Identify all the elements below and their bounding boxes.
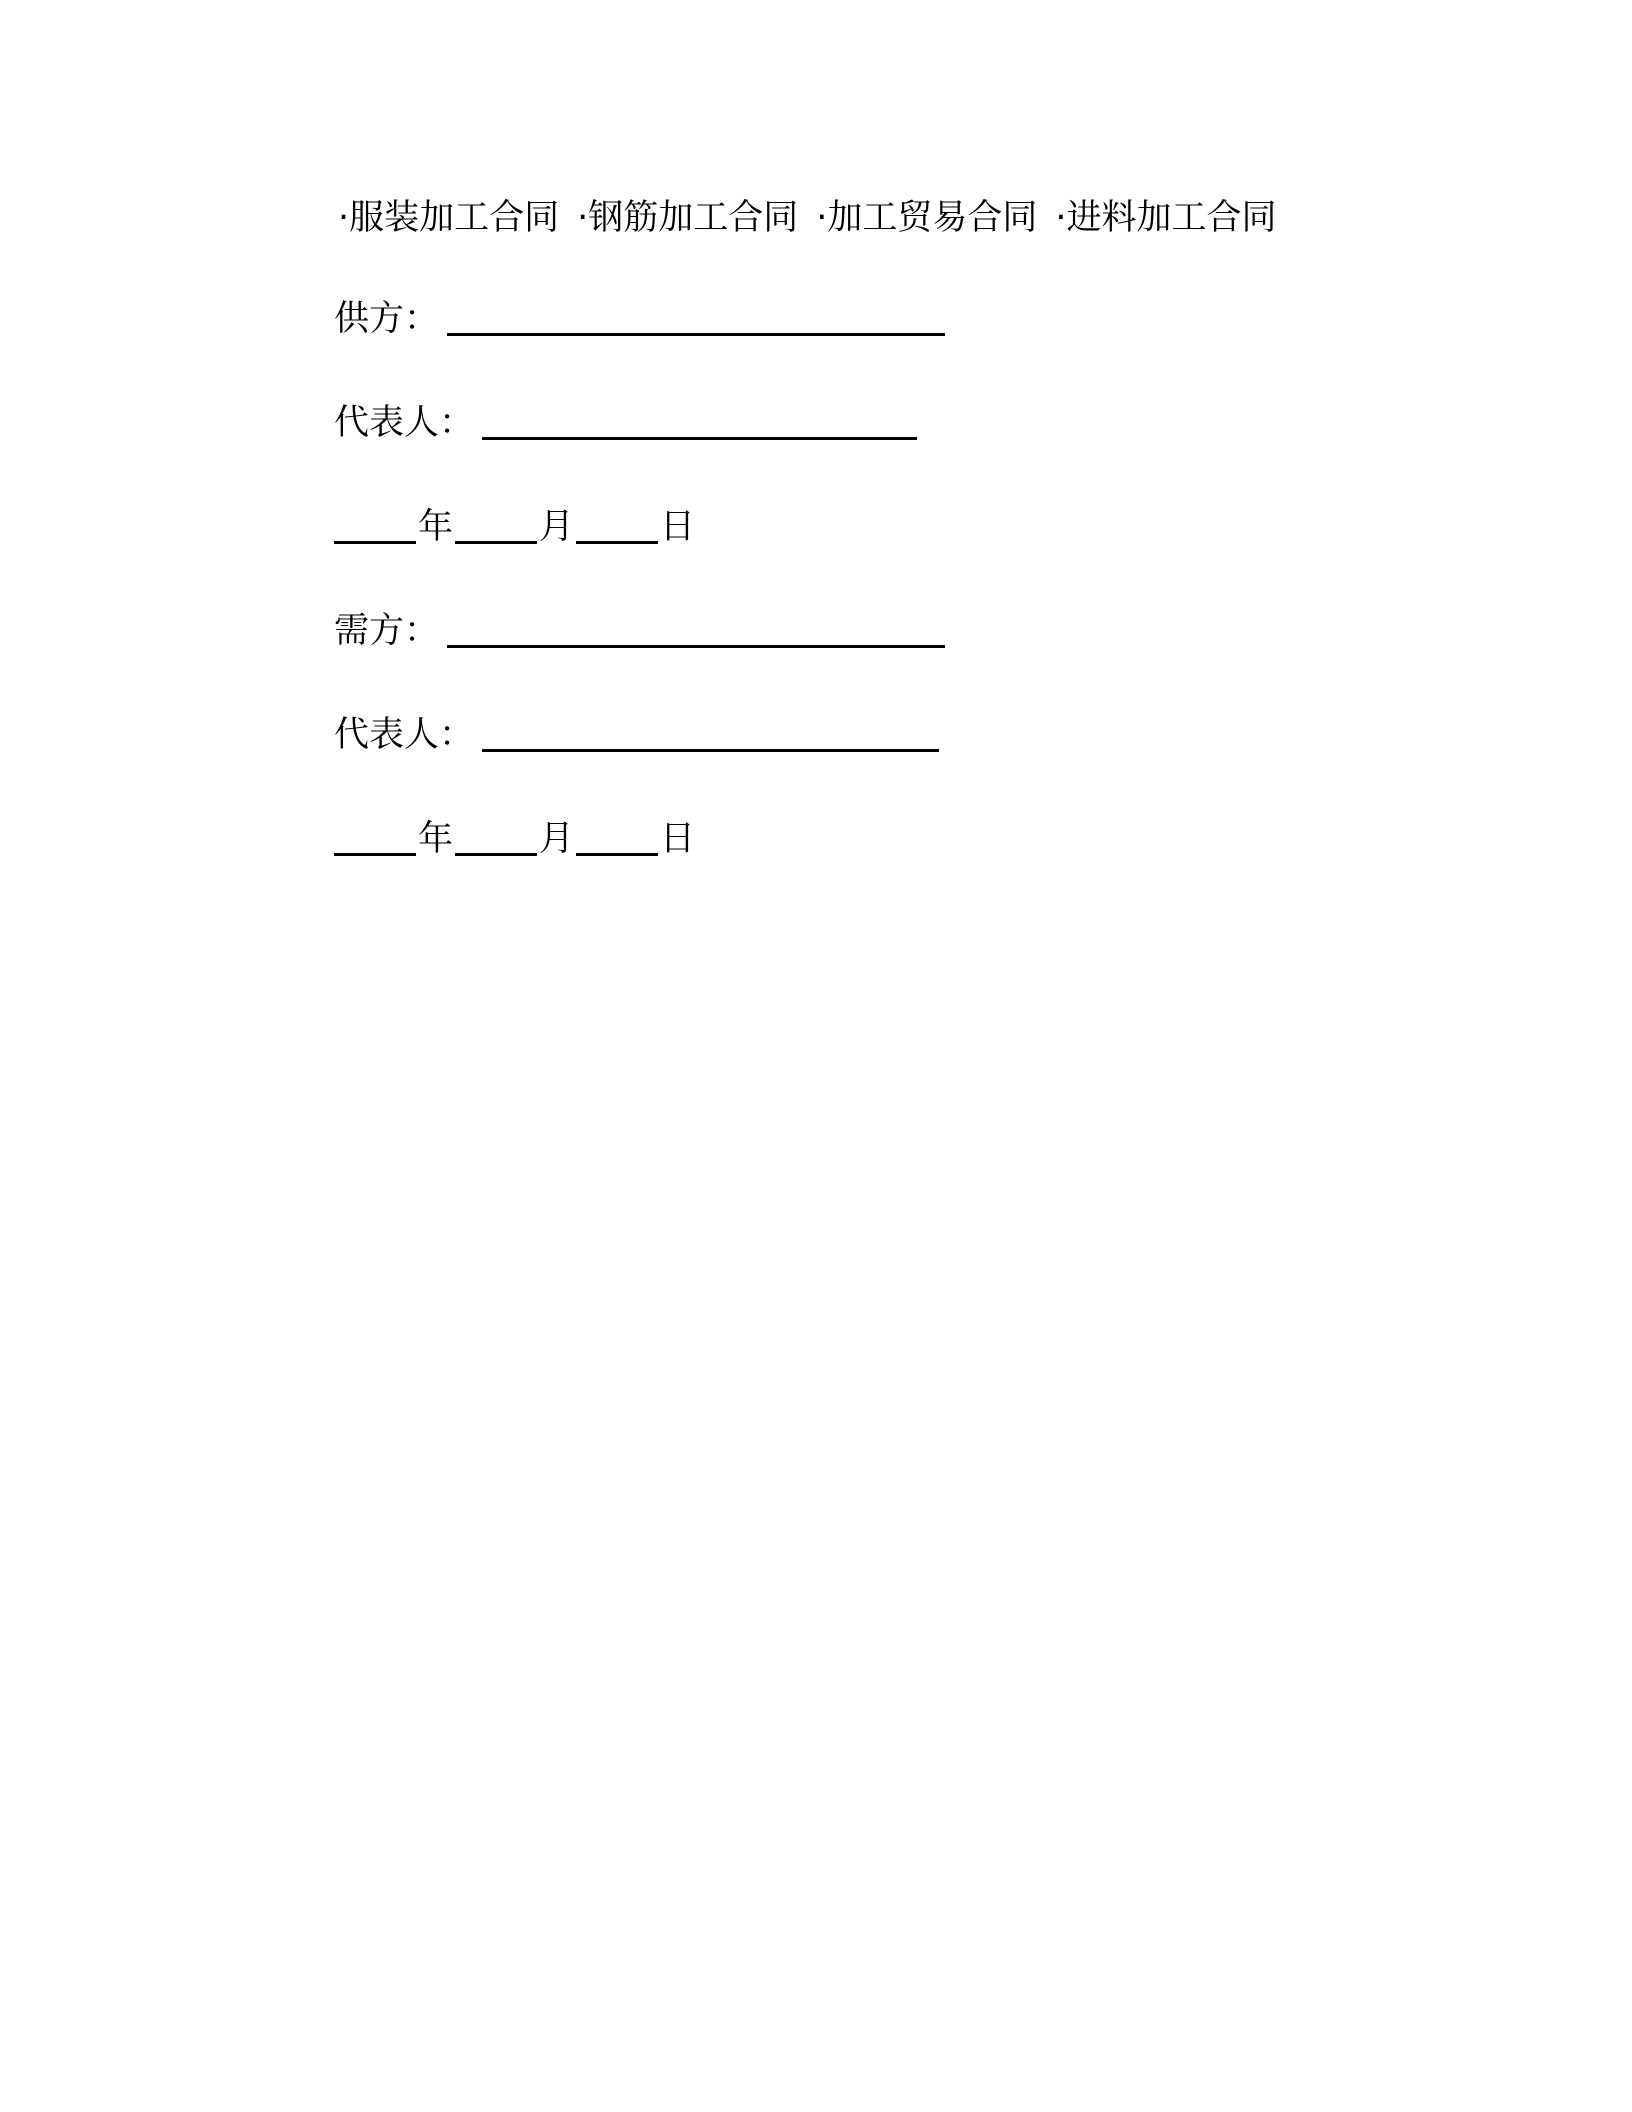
supplier-month-blank: [455, 511, 537, 544]
demander-line: [334, 609, 945, 653]
demander-blank: [447, 615, 945, 648]
demander-year-blank: [334, 823, 416, 856]
demander-month-blank: [455, 823, 537, 856]
demander-representative-label: 代表人：: [334, 715, 475, 755]
related-contract-link-rebar[interactable]: ·钢筋加工合同: [577, 198, 799, 238]
related-contract-link-clothing[interactable]: ·服装加工合同: [338, 198, 560, 238]
related-contract-link-trade[interactable]: ·加工贸易合同: [816, 198, 1038, 238]
demander-month-label: 月: [539, 819, 575, 859]
demander-date-line: [334, 817, 697, 861]
supplier-year-blank: [334, 511, 416, 544]
demander-year-label: 年: [418, 819, 454, 859]
related-contracts-line: [338, 196, 1277, 240]
supplier-day-label: 日: [660, 507, 696, 547]
supplier-line: [334, 297, 945, 341]
demander-representative-blank: [482, 719, 939, 752]
demander-representative-line: [334, 713, 939, 757]
supplier-day-blank: [576, 511, 658, 544]
related-contract-link-material[interactable]: ·进料加工合同: [1055, 198, 1277, 238]
demander-day-label: 日: [660, 819, 696, 859]
demander-day-blank: [576, 823, 658, 856]
supplier-representative-line: [334, 401, 917, 445]
supplier-year-label: 年: [418, 507, 454, 547]
demander-label: 需方：: [334, 611, 440, 651]
supplier-representative-blank: [482, 407, 917, 440]
supplier-representative-label: 代表人：: [334, 403, 475, 443]
supplier-blank: [447, 303, 945, 336]
supplier-date-line: [334, 505, 697, 549]
supplier-label: 供方：: [334, 299, 440, 339]
supplier-month-label: 月: [539, 507, 575, 547]
